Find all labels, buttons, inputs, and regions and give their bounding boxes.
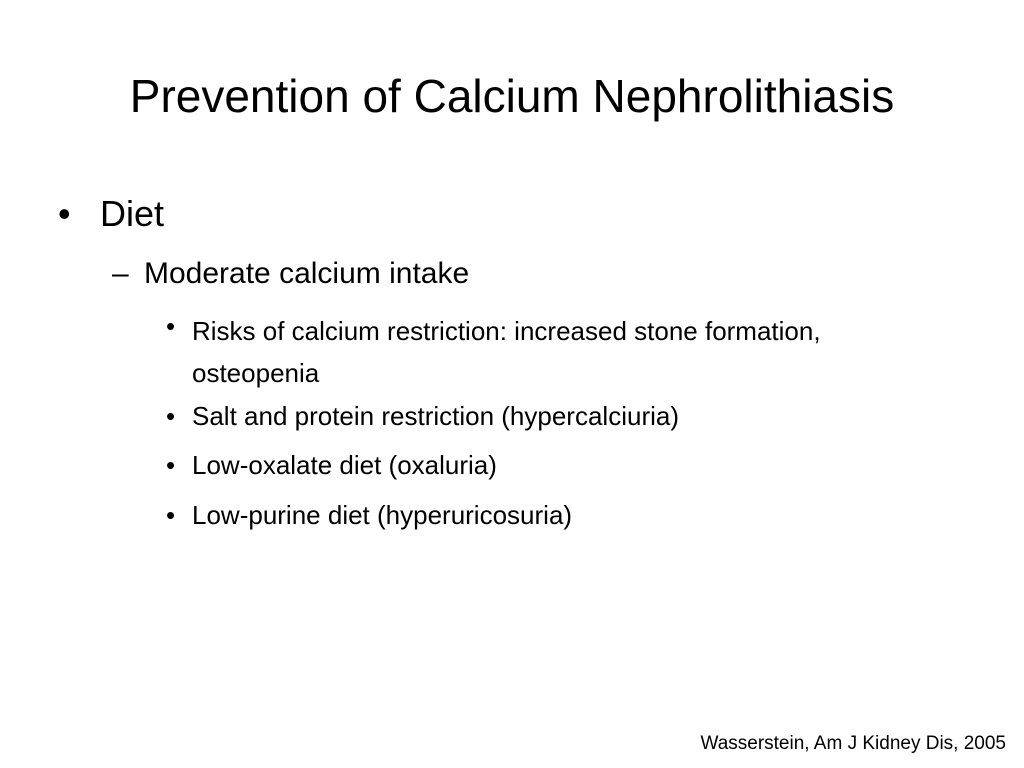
bullet-marker: • bbox=[58, 193, 71, 234]
citation: Wasserstein, Am J Kidney Dis, 2005 bbox=[700, 733, 1006, 754]
bullet-marker: • bbox=[166, 500, 176, 530]
bullet-marker: • bbox=[166, 311, 176, 341]
bullet-text: Risks of calcium restriction: increased stone formation, osteopenia bbox=[192, 316, 821, 388]
sub-bullet bbox=[166, 499, 966, 531]
bullet-text: Low-purine diet (hyperuricosuria) bbox=[192, 500, 573, 530]
bullet-text: Diet bbox=[100, 193, 165, 234]
bullet-diet bbox=[58, 192, 164, 236]
bullet-marker: – bbox=[112, 257, 129, 290]
sub-bullet bbox=[166, 310, 966, 394]
sub-bullet bbox=[166, 449, 966, 481]
bullet-moderate-calcium bbox=[112, 255, 469, 293]
sub-bullet bbox=[166, 400, 966, 432]
slide-title: Prevention of Calcium Nephrolithiasis bbox=[129, 70, 895, 122]
bullet-text: Salt and protein restriction (hypercalciuria) bbox=[192, 401, 679, 431]
bullet-marker: • bbox=[166, 450, 176, 480]
bullet-marker: • bbox=[166, 401, 176, 431]
bullet-text: Moderate calcium intake bbox=[144, 257, 470, 290]
bullet-text: Low-oxalate diet (oxaluria) bbox=[192, 450, 497, 480]
